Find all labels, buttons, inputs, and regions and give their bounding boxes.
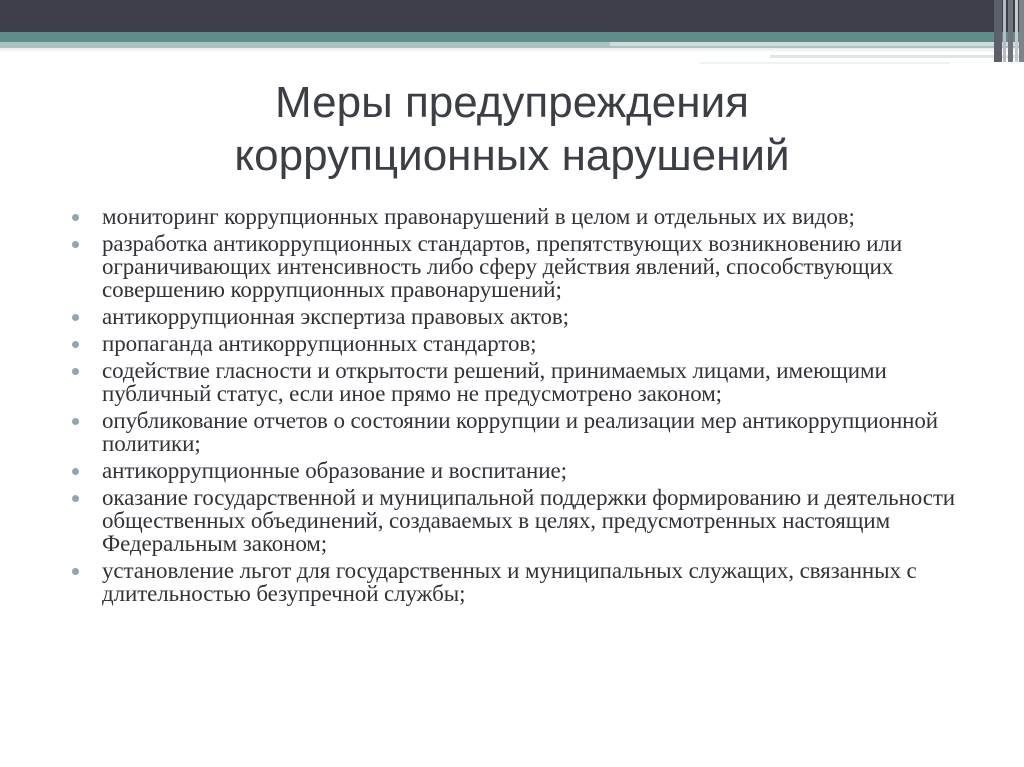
bullet-dot-icon — [72, 468, 79, 475]
edge-stripe — [1015, 0, 1018, 62]
bullet-item — [68, 486, 968, 555]
bullet-text: пропаганда антикоррупционных стандартов; — [102, 331, 537, 356]
bullet-dot-icon — [72, 214, 79, 221]
bullet-text: антикоррупционные образование и воспитание; — [102, 458, 567, 483]
header-accent-line — [770, 55, 1024, 58]
bullet-item — [68, 232, 968, 301]
bullet-text: оказание государственной и муниципальной поддержки формированию и деятельности общественных объединений, создаваемых в целях, предусмотренных настоящим Федеральным законом; — [102, 485, 956, 556]
slide-title — [80, 76, 944, 182]
slide-title-line: коррупционных нарушений — [234, 131, 790, 180]
edge-stripe — [1003, 0, 1006, 62]
bullet-item — [68, 332, 968, 355]
bullet-dot-icon — [72, 495, 79, 502]
bullet-item — [68, 359, 968, 405]
bullet-item — [68, 459, 968, 482]
bullet-text: содействие гласности и открытости решений, принимаемых лицами, имеющими публичный статус, если иное прямо не предусмотрено законом; — [102, 358, 887, 406]
bullet-item — [68, 559, 968, 605]
bullet-dot-icon — [72, 418, 79, 425]
slide-title-line: Меры предупреждения — [275, 78, 749, 127]
header-accent-line — [610, 42, 1024, 46]
header-band-teal — [0, 32, 1024, 42]
bullet-dot-icon — [72, 241, 79, 248]
edge-stripe — [1008, 0, 1013, 62]
header-band-dark — [0, 0, 1024, 32]
edge-stripe — [1019, 0, 1024, 62]
bullet-item — [68, 409, 968, 455]
bullet-text: разработка антикоррупционных стандартов, препятствующих возникновению или ограничивающих интенсивность либо сферу действия явлений, способствующих совершению коррупционных правонарушений; — [102, 231, 903, 302]
bullet-dot-icon — [72, 341, 79, 348]
header-band-shadow — [0, 48, 1024, 53]
header-accent-line — [700, 62, 950, 64]
bullet-text: антикоррупционная экспертиза правовых актов; — [102, 304, 569, 329]
bullet-dot-icon — [72, 568, 79, 575]
edge-stripe — [994, 0, 1002, 62]
bullet-text: мониторинг коррупционных правонарушений в целом и отдельных их видов; — [102, 204, 855, 229]
bullet-item — [68, 305, 968, 328]
bullet-list — [68, 205, 968, 609]
bullet-text: опубликование отчетов о состоянии коррупции и реализации мер антикоррупционной политики; — [102, 408, 939, 456]
bullet-item — [68, 205, 968, 228]
bullet-dot-icon — [72, 368, 79, 375]
bullet-text: установление льгот для государственных и муниципальных служащих, связанных с длительностью безупречной службы; — [102, 558, 917, 606]
bullet-dot-icon — [72, 314, 79, 321]
